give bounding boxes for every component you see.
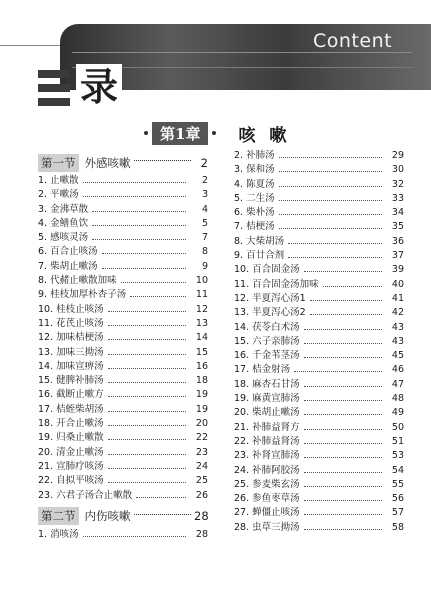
entry-label: 22. 补肺益肾汤 xyxy=(234,435,300,447)
leader-dots xyxy=(288,243,382,244)
mulu-heading: 录 xyxy=(76,64,122,110)
page-number: 43 xyxy=(391,321,404,333)
toc-entry[interactable] xyxy=(38,528,208,542)
leader-dots xyxy=(92,239,186,240)
leader-dots xyxy=(304,357,382,358)
page-number: 20 xyxy=(195,418,208,430)
toc-entry[interactable] xyxy=(38,317,208,331)
entry-label: 1. 消咳汤 xyxy=(38,528,79,540)
page-number: 14 xyxy=(195,332,208,344)
leader-dots xyxy=(304,486,382,487)
page-number: 51 xyxy=(391,435,404,447)
entry-label: 16. 截断止嗽方 xyxy=(38,389,104,401)
page-number: 49 xyxy=(391,407,404,419)
leader-dots xyxy=(279,200,382,201)
leader-dots xyxy=(108,396,186,397)
leader-dots xyxy=(108,439,186,440)
entry-label: 16. 千金苇茎汤 xyxy=(234,350,300,362)
banner-rule xyxy=(72,52,412,53)
page-number: 40 xyxy=(391,278,404,290)
entry-label: 15. 健脾补肺汤 xyxy=(38,375,104,387)
page-number: 26 xyxy=(195,489,208,501)
page-number: 3 xyxy=(201,189,208,201)
page-number: 25 xyxy=(195,475,208,487)
section-title: 内伤咳嗽 xyxy=(84,509,131,524)
toc-entry[interactable] xyxy=(234,421,404,435)
entry-label: 21. 宣肺疗咳汤 xyxy=(38,460,104,472)
page-number: 34 xyxy=(391,207,404,219)
toc-entry[interactable] xyxy=(234,149,404,163)
entry-label: 6. 百合止咳汤 xyxy=(38,246,98,258)
page-number: 36 xyxy=(391,235,404,247)
leader-dots xyxy=(83,536,186,537)
entry-label: 26. 参鱼枣草汤 xyxy=(234,493,300,505)
leader-dots xyxy=(92,211,186,212)
chapter-title: 咳嗽 xyxy=(238,125,301,146)
entry-label: 21. 补肺益肾方 xyxy=(234,421,300,433)
menu-bars-icon xyxy=(38,70,70,112)
entry-label: 3. 保和汤 xyxy=(234,164,275,176)
toc-entry[interactable] xyxy=(38,489,208,503)
toc-entry[interactable] xyxy=(234,363,404,377)
entry-label: 17. 桔金射汤 xyxy=(234,364,291,376)
leader-dots xyxy=(121,282,186,283)
toc-entry[interactable] xyxy=(38,331,208,345)
banner-rule-2 xyxy=(72,67,412,68)
leader-dots xyxy=(304,500,382,501)
entry-label: 6. 柴朴汤 xyxy=(234,207,275,219)
page-number: 18 xyxy=(195,375,208,387)
leader-dots xyxy=(310,300,382,301)
toc-entry[interactable] xyxy=(234,478,404,492)
leader-dots xyxy=(279,214,382,215)
toc-entry[interactable] xyxy=(234,378,404,392)
page-number: 2 xyxy=(201,175,208,186)
entry-label: 9. 桂枝加厚朴杏子汤 xyxy=(38,289,127,301)
leader-dots xyxy=(108,482,186,483)
toc-list xyxy=(38,528,208,542)
leader-dots xyxy=(92,225,186,226)
page-number: 12 xyxy=(195,303,208,315)
page-number: 35 xyxy=(391,221,404,233)
toc-entry[interactable] xyxy=(234,306,404,320)
bullet-dot-icon xyxy=(144,131,148,135)
toc-entry[interactable] xyxy=(234,249,404,263)
toc-list xyxy=(234,149,404,535)
section-tag: 第一节 xyxy=(38,154,79,172)
leader-dots xyxy=(108,311,186,312)
page-number: 8 xyxy=(201,246,208,258)
toc-entry[interactable] xyxy=(38,388,208,402)
leader-dots xyxy=(304,271,382,272)
leader-dots xyxy=(304,343,382,344)
page-number: 10 xyxy=(195,275,208,287)
leader-dots xyxy=(108,382,186,383)
page-number: 33 xyxy=(391,192,404,204)
toc-entry[interactable] xyxy=(234,435,404,449)
leader-dots xyxy=(279,171,382,172)
entry-label: 14. 茯苓白术汤 xyxy=(234,321,300,333)
page-number: 16 xyxy=(195,360,208,372)
section-heading[interactable] xyxy=(38,507,208,526)
leader-dots xyxy=(102,268,186,269)
entry-label: 28. 虫草三拗汤 xyxy=(234,521,300,533)
section-title: 外感咳嗽 xyxy=(84,155,131,170)
page-number: 28 xyxy=(194,509,209,524)
toc-entry[interactable] xyxy=(234,206,404,220)
leader-dots xyxy=(108,454,186,455)
toc-entry[interactable] xyxy=(234,335,404,349)
toc-entry[interactable] xyxy=(234,506,404,520)
toc-entry[interactable] xyxy=(234,349,404,363)
toc-entry[interactable] xyxy=(234,406,404,420)
entry-label: 11. 花芪止咳汤 xyxy=(38,317,104,329)
page-number: 28 xyxy=(195,528,208,540)
page-number: 42 xyxy=(391,307,404,319)
entry-label: 1. 止嗽散 xyxy=(38,175,79,186)
entry-label: 4. 陈夏汤 xyxy=(234,178,275,190)
toc-entry[interactable] xyxy=(38,174,208,188)
toc-right-column xyxy=(234,149,404,535)
toc-entry[interactable] xyxy=(38,217,208,231)
page-number: 23 xyxy=(195,446,208,458)
toc-entry[interactable] xyxy=(38,188,208,202)
entry-label: 5. 二生汤 xyxy=(234,192,275,204)
entry-label: 19. 麻黄宣肺汤 xyxy=(234,393,300,405)
leader-dots xyxy=(108,411,186,412)
leader-dots xyxy=(108,468,186,469)
leader-dots xyxy=(108,368,186,369)
leader-dots xyxy=(304,443,382,444)
toc-entry[interactable] xyxy=(234,192,404,206)
leader-dots xyxy=(304,472,382,473)
entry-label: 10. 百合固金汤 xyxy=(234,264,300,276)
entry-label: 8. 大柴胡汤 xyxy=(234,235,285,247)
page-number: 7 xyxy=(201,232,208,244)
page-number: 39 xyxy=(391,264,404,276)
leader-dots xyxy=(134,160,192,161)
toc-entry[interactable] xyxy=(234,163,404,177)
page-number: 43 xyxy=(391,335,404,347)
leader-dots xyxy=(304,457,382,458)
page-number: 57 xyxy=(391,507,404,519)
page-number: 9 xyxy=(201,260,208,272)
page-number: 32 xyxy=(391,178,404,190)
entry-label: 8. 代赭止嗽散加味 xyxy=(38,275,117,287)
entry-label: 20. 清金止嗽汤 xyxy=(38,446,104,458)
toc-entry[interactable] xyxy=(234,449,404,463)
section-tag: 第二节 xyxy=(38,507,79,525)
toc-entry[interactable] xyxy=(38,288,208,302)
entry-label: 20. 柴胡止嗽汤 xyxy=(234,407,300,419)
entry-label: 22. 自拟平咳汤 xyxy=(38,475,104,487)
toc-entry[interactable] xyxy=(234,464,404,478)
toc-entry[interactable] xyxy=(38,474,208,488)
page-number: 30 xyxy=(391,164,404,176)
entry-label: 15. 六子亲肺汤 xyxy=(234,335,300,347)
leader-dots xyxy=(304,429,382,430)
toc-entry[interactable] xyxy=(38,374,208,388)
toc-entry[interactable] xyxy=(38,417,208,431)
page-number: 50 xyxy=(391,421,404,433)
entry-label: 19. 归桑止嗽散 xyxy=(38,432,104,444)
leader-dots xyxy=(304,400,382,401)
entry-label: 7. 桔梗汤 xyxy=(234,221,275,233)
toc-entry[interactable] xyxy=(234,235,404,249)
entry-label: 11. 百合固金汤加味 xyxy=(234,278,319,290)
page-number: 11 xyxy=(195,289,208,301)
leader-dots xyxy=(279,228,382,229)
toc-entry[interactable] xyxy=(234,263,404,277)
page-number: 37 xyxy=(391,250,404,262)
page-number: 55 xyxy=(391,478,404,490)
toc-entry[interactable] xyxy=(38,303,208,317)
entry-label: 27. 蝉僵止咳汤 xyxy=(234,507,300,519)
leader-dots xyxy=(108,354,186,355)
toc-entry[interactable] xyxy=(38,360,208,374)
entry-label: 13. 半夏泻心汤2 xyxy=(234,307,306,319)
page-number: 56 xyxy=(391,493,404,505)
toc-entry[interactable] xyxy=(38,446,208,460)
entry-label: 18. 开合止嗽汤 xyxy=(38,418,104,430)
entry-label: 4. 金鳝鱼饮 xyxy=(38,217,89,229)
leader-dots xyxy=(294,371,382,372)
page-number: 47 xyxy=(391,378,404,390)
page-number: 15 xyxy=(195,346,208,358)
entry-label: 2. 补肺汤 xyxy=(234,150,275,161)
page-number: 48 xyxy=(391,393,404,405)
page-number: 13 xyxy=(195,317,208,329)
leader-dots xyxy=(304,386,382,387)
leader-dots xyxy=(108,425,186,426)
leader-dots xyxy=(108,339,186,340)
page-number: 58 xyxy=(391,521,404,533)
toc-entry[interactable] xyxy=(234,321,404,335)
page-number: 24 xyxy=(195,460,208,472)
leader-dots xyxy=(304,529,382,530)
leader-dots xyxy=(304,514,382,515)
leader-dots xyxy=(83,196,186,197)
section-heading[interactable] xyxy=(38,153,208,172)
page-number: 19 xyxy=(195,403,208,415)
leader-dots xyxy=(130,296,186,297)
page-number: 53 xyxy=(391,450,404,462)
entry-label: 7. 柴胡止嗽汤 xyxy=(38,260,98,272)
entry-label: 23. 六君子汤合止嗽散 xyxy=(38,489,133,501)
entry-label: 24. 补肺阿胶汤 xyxy=(234,464,300,476)
page-number: 29 xyxy=(391,150,404,161)
content-heading: Content xyxy=(313,30,393,52)
entry-label: 12. 加味桔梗汤 xyxy=(38,332,104,344)
page-number: 45 xyxy=(391,350,404,362)
toc-entry[interactable] xyxy=(234,292,404,306)
toc-entry[interactable] xyxy=(234,392,404,406)
leader-dots xyxy=(102,253,186,254)
leader-dots xyxy=(108,325,186,326)
bullet-dot-icon xyxy=(212,131,216,135)
toc-entry[interactable] xyxy=(38,431,208,445)
page-number: 41 xyxy=(391,292,404,304)
leader-dots xyxy=(134,514,192,515)
leader-dots xyxy=(83,182,186,183)
leader-dots xyxy=(279,186,382,187)
entry-label: 9. 百廿合剂 xyxy=(234,250,285,262)
toc-left-column xyxy=(38,153,208,542)
page-number: 54 xyxy=(391,464,404,476)
page-number: 46 xyxy=(391,364,404,376)
page-number: 4 xyxy=(201,203,208,215)
chapter-heading xyxy=(140,121,300,145)
entry-label: 12. 半夏泻心汤1 xyxy=(234,292,306,304)
toc-entry[interactable] xyxy=(38,460,208,474)
leader-dots xyxy=(310,314,382,315)
leader-dots xyxy=(288,257,382,258)
toc-entry[interactable] xyxy=(38,260,208,274)
page-number: 2 xyxy=(200,155,208,170)
toc-entry[interactable] xyxy=(38,231,208,245)
entry-label: 23. 补肾宣肺汤 xyxy=(234,450,300,462)
entry-label: 3. 金沸草散 xyxy=(38,203,89,215)
toc-entry[interactable] xyxy=(234,178,404,192)
entry-label: 18. 麻杏石甘汤 xyxy=(234,378,300,390)
entry-label: 17. 桔蛭柴胡汤 xyxy=(38,403,104,415)
toc-entry[interactable] xyxy=(234,278,404,292)
entry-label: 5. 感咳灵汤 xyxy=(38,232,89,244)
entry-label: 13. 加味三拗汤 xyxy=(38,346,104,358)
leader-dots xyxy=(323,286,382,287)
toc-list xyxy=(38,174,208,503)
leader-dots xyxy=(304,329,382,330)
page-number: 22 xyxy=(195,432,208,444)
toc-entry[interactable] xyxy=(38,403,208,417)
toc-entry[interactable] xyxy=(38,245,208,259)
page-number: 5 xyxy=(201,217,208,229)
leader-dots xyxy=(136,497,186,498)
entry-label: 10. 桂枝止咳汤 xyxy=(38,303,104,315)
leader-dots xyxy=(304,414,382,415)
toc-entry[interactable] xyxy=(234,220,404,234)
toc-entry[interactable] xyxy=(234,492,404,506)
toc-entry[interactable] xyxy=(38,346,208,360)
entry-label: 2. 平嗽汤 xyxy=(38,189,79,201)
page-number: 19 xyxy=(195,389,208,401)
entry-label: 14. 加味宣痹汤 xyxy=(38,360,104,372)
toc-entry[interactable] xyxy=(38,274,208,288)
entry-label: 25. 参麦柴玄汤 xyxy=(234,478,300,490)
toc-entry[interactable] xyxy=(234,521,404,535)
toc-entry[interactable] xyxy=(38,203,208,217)
chapter-tag: 第1章 xyxy=(152,122,208,145)
leader-dots xyxy=(279,157,382,158)
